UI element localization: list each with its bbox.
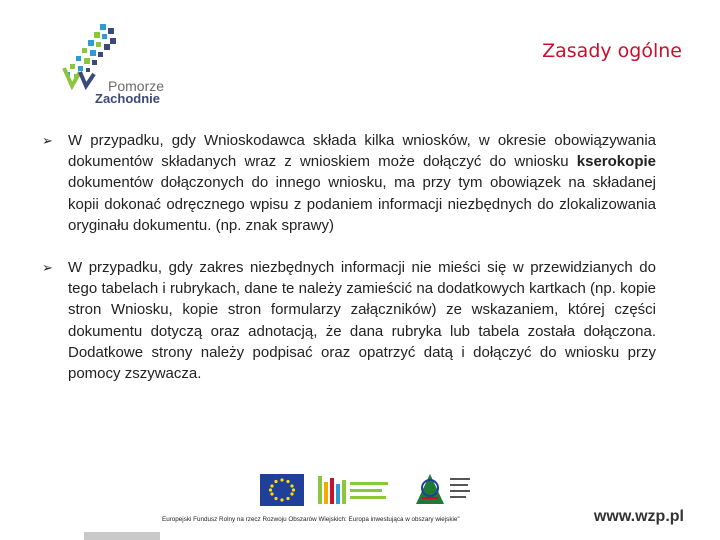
footer-logos xyxy=(258,468,558,516)
bullet-1-text-b: dokumentów dołączonych do innego wniosku, ma przy tym obowiązek na składanej kopii dokonać odręcznego wpisu z podaniem informacji niezbędnych do zlokalizowania oryginału dokumentu. (np. znak sprawy) xyxy=(68,174,656,234)
bullet-paragraph-2 xyxy=(42,257,656,384)
eu-flag-icon xyxy=(260,474,304,506)
logo-text-pomorze: Pomorze xyxy=(108,78,165,94)
logo-text-zachodnie: Zachodnie xyxy=(95,91,161,106)
bullet-1-text-a: W przypadku, gdy Wnioskodawca składa kilka wniosków, w okresie obowiązywania dokumentów składanych wraz z wnioskiem może dołączyć do wniosku xyxy=(68,132,656,171)
arrow-bullet-icon: ➢ xyxy=(42,133,53,148)
footer-bar xyxy=(84,532,160,540)
prow-logo xyxy=(416,474,470,504)
bullet-2-text: W przypadku, gdy zakres niezbędnych informacji nie mieści się w przewidzianych do tego tabelach i rubrykach, dane te należy zamieścić na dodatkowych kartkach (np. kopie stron Wniosku, kopie stron formularzy załączników) ze wskazaniem, której części dokumentu dotyczą oraz adnotacją, że dana rubryka lub tabela została dołączona. Dodatkowe strony należy podpisać oraz opatrzyć datą i dołączyć do wniosku przy pomocy zszywacza. xyxy=(68,259,656,383)
footer-text: Europejski Fundusz Rolny na rzecz Rozwoju Obszarów Wiejskich: Europa inwestująca w obszary wiejskie" xyxy=(162,516,460,523)
leader-logo xyxy=(318,476,388,504)
arrow-bullet-icon: ➢ xyxy=(42,260,53,276)
main-content xyxy=(42,130,656,405)
bullet-paragraph-1 xyxy=(42,130,656,236)
bullet-1-bold: kserokopie xyxy=(576,153,656,171)
page-title: Zasady ogólne xyxy=(542,40,682,62)
website-link[interactable]: www.wzp.pl xyxy=(593,508,684,525)
